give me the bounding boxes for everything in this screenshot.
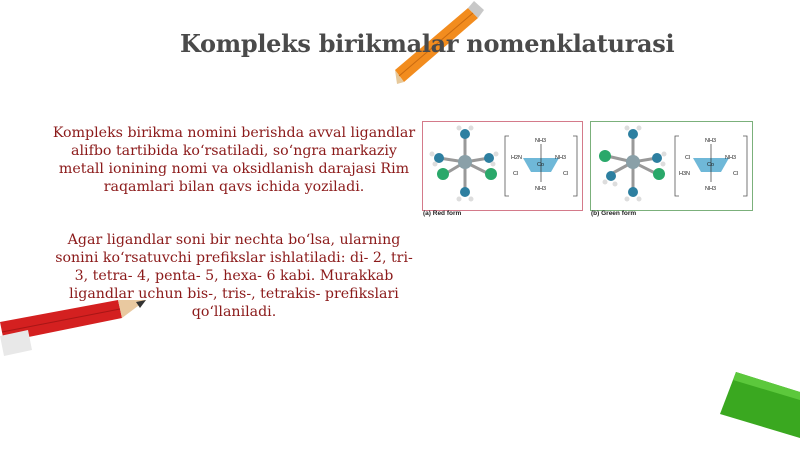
red-form-molecule-model	[430, 126, 499, 202]
green-label-left: H3N	[679, 171, 691, 177]
green-label-right: NH3	[725, 155, 737, 161]
green-form-caption: (b) Green form	[591, 210, 637, 217]
red-label-cl-right: Cl	[563, 171, 569, 177]
paragraph-prefixes: Agar ligandlar soni bir nechta bo‘lsa, ularning sonini ko‘rsatuvchi prefikslar ishlatiladi: di- 2, tri- 3, tetra- 4, penta- 5, hexa- 6 kabi. Murakkab ligandlar uchun bis-, tris-, tetrakis- prefikslari qo‘llaniladi.	[55, 232, 413, 320]
green-label-center: Co	[707, 162, 715, 168]
green-form-structure	[675, 136, 747, 196]
green-form-panel	[590, 121, 753, 211]
red-label-cl-left: Cl	[513, 171, 519, 177]
paragraph-nomenclature-order: Kompleks birikma nomini berishda avval ligandlar alifbo tartibida ko‘rsatiladi, so‘ngra markaziy metall ionining nomi va oksidlanish darajasi Rim raqamlari bilan qavs ichida yoziladi.	[52, 125, 416, 195]
green-form-molecule-model	[599, 126, 667, 202]
red-label-center: Co	[537, 162, 545, 168]
red-form-panel	[422, 121, 583, 211]
green-label-cl-right: Cl	[733, 171, 739, 177]
green-label-bottom: NH3	[705, 186, 717, 192]
green-marker-icon	[720, 372, 800, 438]
green-label-top: NH3	[705, 138, 717, 144]
red-label-right: NH3	[555, 155, 567, 161]
red-label-top: NH3	[535, 138, 547, 144]
green-label-cl-left: Cl	[685, 155, 691, 161]
red-form-diagram	[423, 122, 582, 210]
red-label-left: H2N	[511, 155, 523, 161]
red-form-caption: (a) Red form	[423, 210, 462, 217]
red-form-structure	[505, 136, 577, 196]
slide-title: Kompleks birikmalar nomenklaturasi	[180, 29, 675, 58]
red-label-bottom: NH3	[535, 186, 547, 192]
green-form-diagram	[591, 122, 752, 210]
